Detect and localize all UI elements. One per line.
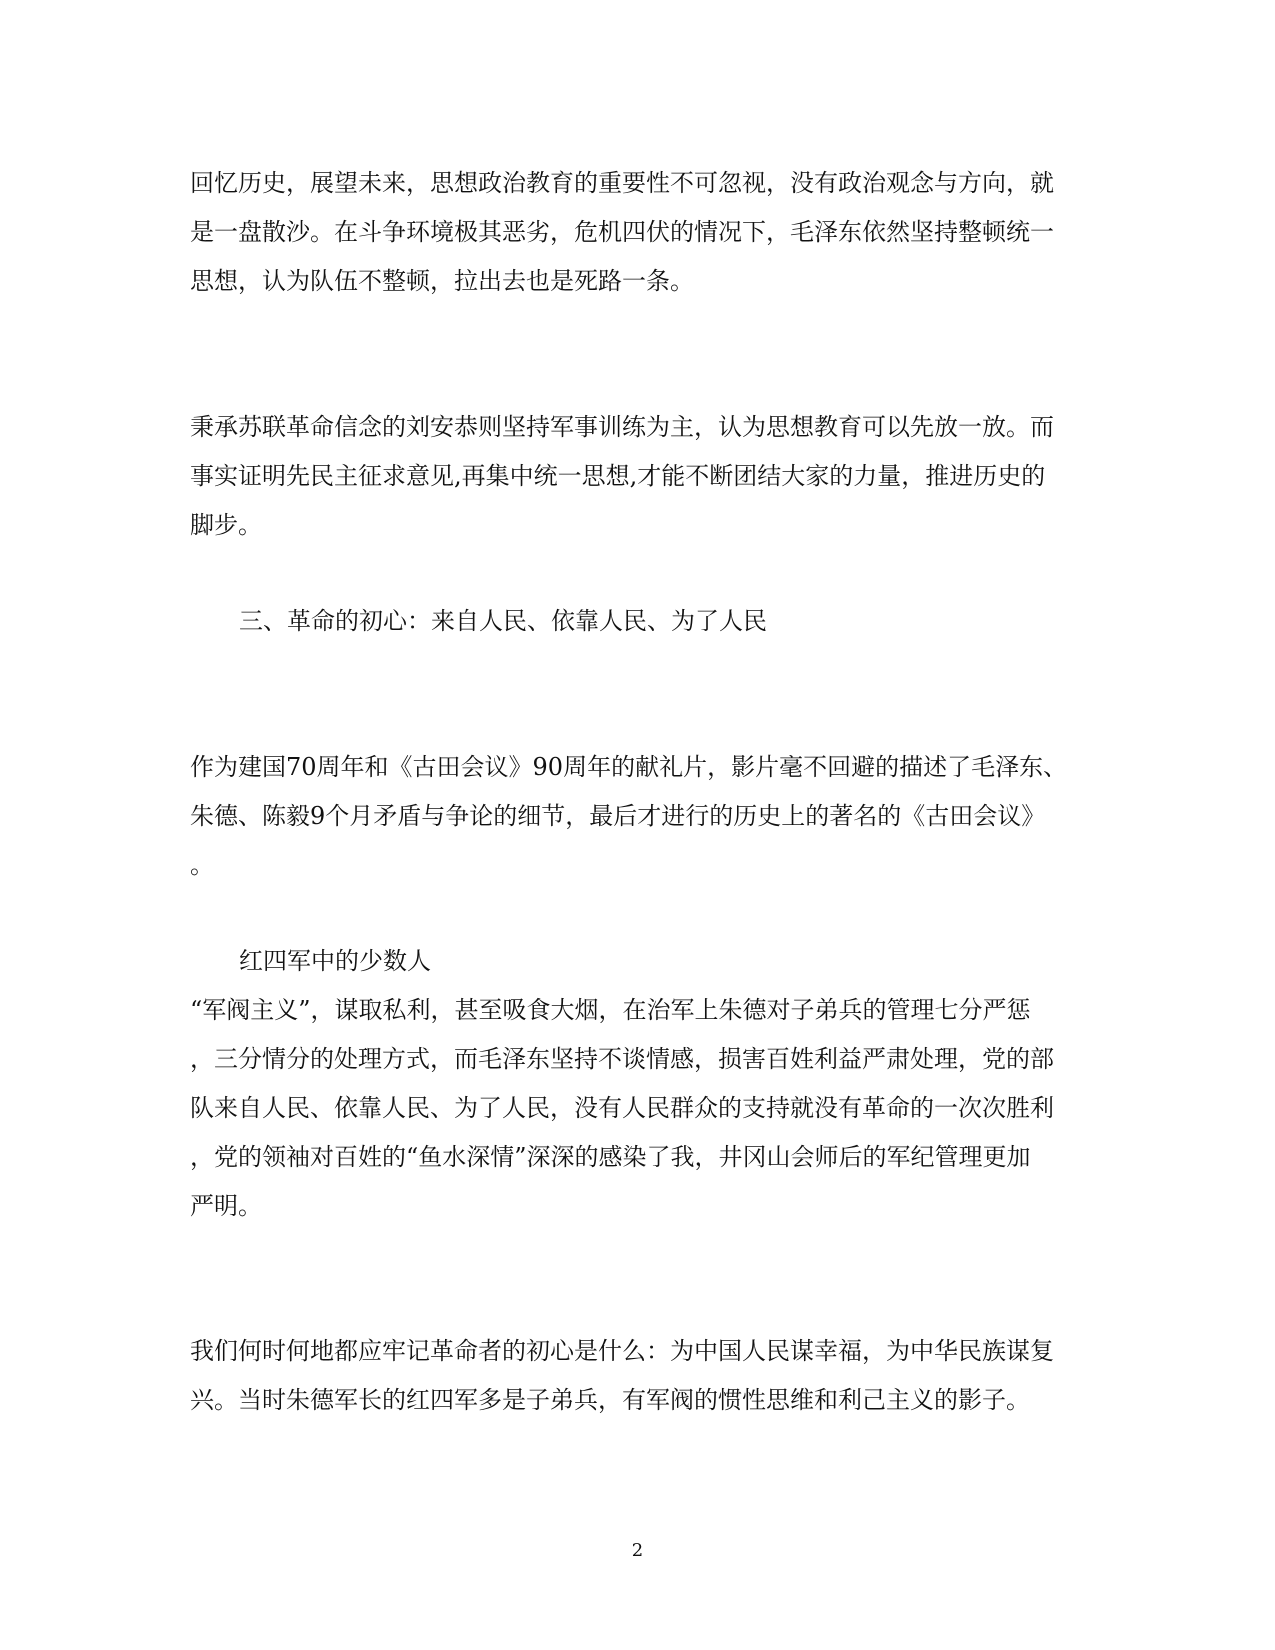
paragraph-4-line-1: 红四军中的少数人 (239, 947, 431, 975)
paragraph-4-line-4: 队来自人民、依靠人民、为了人民，没有人民群众的支持就没有革命的一次次胜利 (190, 1094, 1054, 1122)
paragraph-1-line-1: 回忆历史，展望未来，思想政治教育的重要性不可忽视，没有政治观念与方向，就 (190, 169, 1054, 197)
paragraph-1-line-2: 是一盘散沙。在斗争环境极其恶劣，危机四伏的情况下，毛泽东依然坚持整顿统一 (190, 218, 1054, 246)
paragraph-2-line-1: 秉承苏联革命信念的刘安恭则坚持军事训练为主，认为思想教育可以先放一放。而 (190, 413, 1054, 441)
paragraph-5-line-1: 我们何时何地都应牢记革命者的初心是什么：为中国人民谋幸福，为中华民族谋复 (190, 1337, 1054, 1365)
paragraph-5-line-2: 兴。当时朱德军长的红四军多是子弟兵，有军阀的惯性思维和利己主义的影子。 (190, 1386, 1030, 1414)
paragraph-1-line-3: 思想，认为队伍不整顿，拉出去也是死路一条。 (190, 267, 694, 295)
section-heading: 三、革命的初心：来自人民、依靠人民、为了人民 (239, 607, 767, 635)
page-number: 2 (631, 1540, 644, 1561)
paragraph-4-line-5: ，党的领袖对百姓的“鱼水深情”深深的感染了我，井冈山会师后的军纪管理更加 (190, 1143, 1031, 1171)
paragraph-3-line-2: 朱德、陈毅9个月矛盾与争论的细节，最后才进行的历史上的著名的《古田会议》 (190, 802, 1046, 830)
paragraph-2-line-3: 脚步。 (190, 511, 262, 539)
paragraph-2-line-2: 事实证明先民主征求意见,再集中统一思想,才能不断团结大家的力量，推进历史的 (190, 462, 1046, 490)
paragraph-4-line-3: ，三分情分的处理方式，而毛泽东坚持不谈情感，损害百姓利益严肃处理，党的部 (190, 1045, 1054, 1073)
paragraph-4-line-6: 严明。 (190, 1192, 262, 1220)
paragraph-4-line-2: “军阀主义”，谋取私利，甚至吸食大烟，在治军上朱德对子弟兵的管理七分严惩 (190, 996, 1031, 1024)
paragraph-3-line-1: 作为建国70周年和《古田会议》90周年的献礼片，影片毫不回避的描述了毛泽东、 (190, 753, 1068, 781)
paragraph-3-line-3: 。 (190, 851, 214, 879)
